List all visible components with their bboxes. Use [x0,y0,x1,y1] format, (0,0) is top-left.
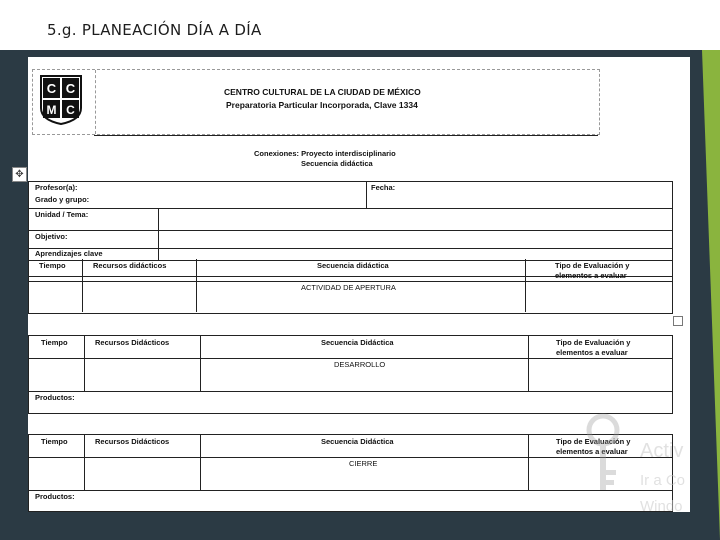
desarrollo-phase: DESARROLLO [334,360,386,369]
key-watermark-icon [578,412,628,494]
conexiones-heading: Conexiones: Proyecto interdisciplinario [254,149,396,158]
desarrollo-col-secuencia: Secuencia Didáctica [321,338,394,347]
org-name: CENTRO CULTURAL DE LA CIUDAD DE MÉXICO [224,87,421,97]
accent-stripe [690,50,720,540]
watermark-line-1: Activ [640,440,684,462]
cierre-productos: Productos: [35,492,75,501]
desarrollo-table [28,335,673,414]
cierre-col-eval-1: Tipo de Evaluación y [556,437,631,446]
table-move-icon[interactable]: ✥ [12,167,27,182]
desarrollo-col-recursos: Recursos Didácticos [95,338,170,347]
cierre-col-eval-2: elementos a evaluar [556,447,628,456]
school-logo [39,74,83,126]
logo-letter-1: C [46,81,57,96]
logo-letter-3: M [46,103,57,117]
fecha-label: Fecha: [371,183,396,192]
logo-cell [33,70,96,134]
desarrollo-col-tiempo: Tiempo [41,338,68,347]
watermark-line-3: Windo [640,498,683,515]
apertura-col-secuencia: Secuencia didáctica [317,261,389,270]
apertura-table [28,259,673,314]
aprendizajes-label: Aprendizajes clave [35,249,103,258]
cierre-col-recursos: Recursos Didácticos [95,437,170,446]
grado-label: Grado y grupo: [35,195,90,204]
unidad-label: Unidad / Tema: [35,210,89,219]
apertura-col-eval-1: Tipo de Evaluación y [555,261,630,270]
table-resize-handle[interactable] [673,316,683,326]
cierre-col-tiempo: Tiempo [41,437,68,446]
apertura-col-recursos: Recursos didácticos [93,261,167,270]
logo-letter-2: C [65,81,76,96]
cierre-col-secuencia: Secuencia Didáctica [321,437,394,446]
cierre-phase: CIERRE [349,459,378,468]
watermark-line-2: Ir a Co [640,472,686,489]
secuencia-heading: Secuencia didáctica [301,159,373,168]
logo-letter-4: C [66,103,75,117]
desarrollo-col-eval-1: Tipo de Evaluación y [556,338,631,347]
apertura-col-eval-2: elementos a evaluar [555,271,627,280]
apertura-col-tiempo: Tiempo [39,261,66,270]
cierre-table [28,434,673,512]
profesor-label: Profesor(a): [35,183,78,192]
slide-title: 5.g. PLANEACIÓN DÍA A DÍA [47,21,262,39]
header-rule [94,135,598,136]
desarrollo-col-eval-2: elementos a evaluar [556,348,628,357]
org-subtitle: Preparatoria Particular Incorporada, Clave 1334 [226,100,418,110]
desarrollo-productos: Productos: [35,393,75,402]
objetivo-label: Objetivo: [35,232,68,241]
apertura-phase: ACTIVIDAD DE APERTURA [301,283,396,292]
